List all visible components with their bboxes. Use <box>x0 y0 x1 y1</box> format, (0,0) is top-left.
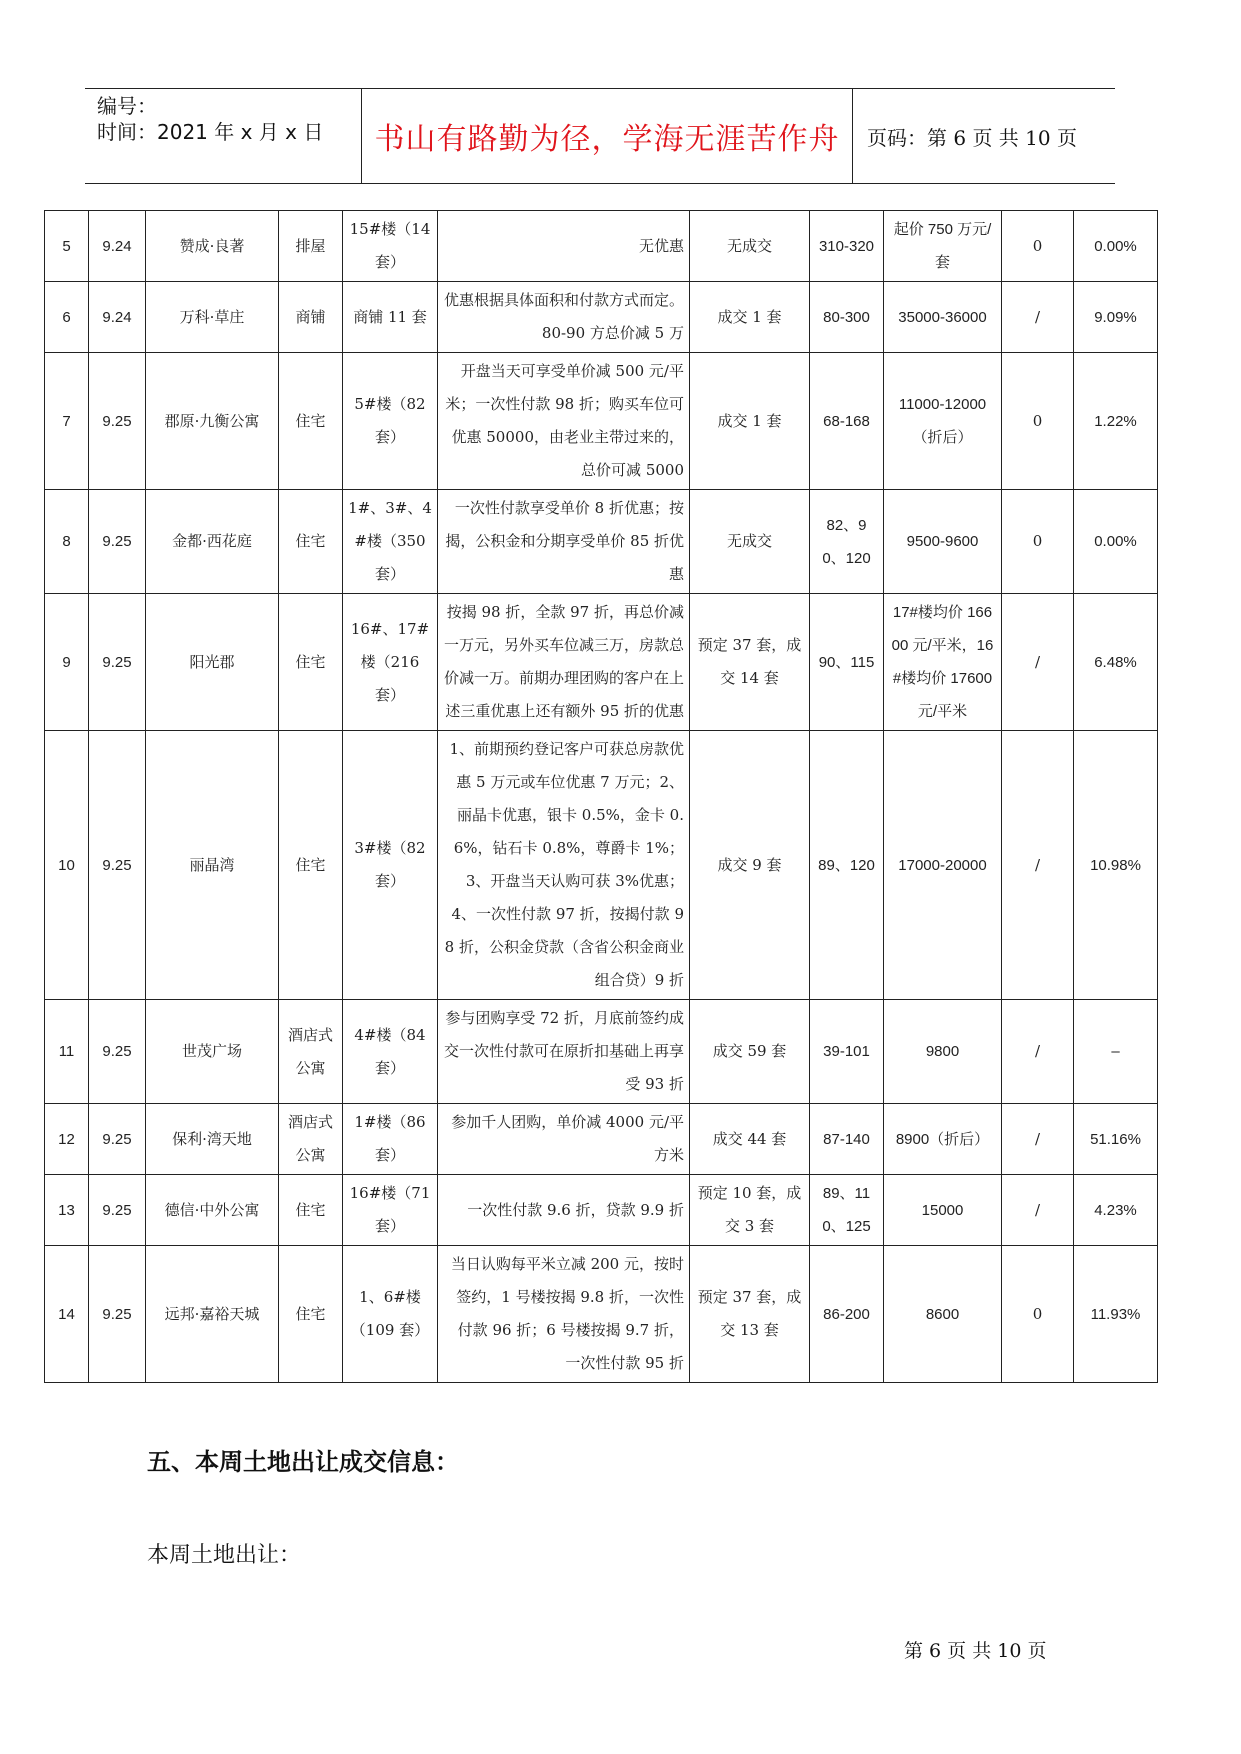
table-row <box>45 282 1158 353</box>
cell-building: 商铺 11 套 <box>343 282 438 353</box>
cell-property-type: 住宅 <box>279 1246 343 1383</box>
cell-area-range: 310-320 <box>810 211 884 282</box>
cell-date: 9.25 <box>89 1000 146 1104</box>
cell-project-name: 金都·西花庭 <box>146 490 279 594</box>
cell-project-name: 赞成·良著 <box>146 211 279 282</box>
table-row <box>45 1104 1158 1175</box>
cell-date: 9.25 <box>89 353 146 490</box>
cell-row-index: 6 <box>45 282 89 353</box>
cell-value-col: 0 <box>1002 490 1074 594</box>
cell-date: 9.24 <box>89 282 146 353</box>
cell-project-name: 万科·草庄 <box>146 282 279 353</box>
cell-value-col: / <box>1002 731 1074 1000</box>
cell-price: 11000-12000（折后） <box>884 353 1002 490</box>
cell-value-col: / <box>1002 282 1074 353</box>
cell-price: 17000-20000 <box>884 731 1002 1000</box>
cell-area-range: 90、115 <box>810 594 884 731</box>
cell-building: 16#楼（71 套） <box>343 1175 438 1246</box>
cell-price: 17#楼均价 16600 元/平米，16#楼均价 17600 元/平米 <box>884 594 1002 731</box>
cell-row-index: 13 <box>45 1175 89 1246</box>
cell-promotion: 参与团购享受 72 折，月底前签约成交一次性付款可在原折扣基础上再享受 93 折 <box>438 1000 690 1104</box>
table-row <box>45 731 1158 1000</box>
cell-value-col: / <box>1002 1175 1074 1246</box>
cell-promotion: 开盘当天可享受单价减 500 元/平米；一次性付款 98 折；购买车位可优惠 50000，由老业主带过来的，总价可减 5000 <box>438 353 690 490</box>
header-motto: 书山有路勤为径，学海无涯苦作舟 <box>361 89 853 183</box>
cell-area-range: 68-168 <box>810 353 884 490</box>
cell-deal-status: 成交 1 套 <box>690 282 810 353</box>
cell-deal-status: 预定 37 套，成交 14 套 <box>690 594 810 731</box>
cell-ratio: 11.93% <box>1074 1246 1158 1383</box>
cell-promotion: 一次性付款 9.6 折，贷款 9.9 折 <box>438 1175 690 1246</box>
cell-ratio: – <box>1074 1000 1158 1104</box>
cell-row-index: 10 <box>45 731 89 1000</box>
cell-project-name: 远邦·嘉裕天城 <box>146 1246 279 1383</box>
cell-row-index: 11 <box>45 1000 89 1104</box>
cell-date: 9.25 <box>89 731 146 1000</box>
cell-promotion: 优惠根据具体面积和付款方式而定。80-90 方总价减 5 万 <box>438 282 690 353</box>
cell-date: 9.25 <box>89 594 146 731</box>
cell-price: 起价 750 万元/套 <box>884 211 1002 282</box>
project-table-body <box>45 211 1158 1383</box>
cell-promotion: 一次性付款享受单价 8 折优惠；按揭，公积金和分期享受单价 85 折优惠 <box>438 490 690 594</box>
cell-value-col: 0 <box>1002 211 1074 282</box>
cell-price: 35000-36000 <box>884 282 1002 353</box>
cell-ratio: 4.23% <box>1074 1175 1158 1246</box>
cell-project-name: 丽晶湾 <box>146 731 279 1000</box>
page-header <box>85 88 1115 184</box>
cell-building: 1#楼（86 套） <box>343 1104 438 1175</box>
document-code-label: 编号： <box>97 94 157 118</box>
cell-property-type: 酒店式公寓 <box>279 1104 343 1175</box>
cell-promotion: 按揭 98 折，全款 97 折，再总价减一万元，另外买车位减三万，房款总价减一万。前期办理团购的客户在上述三重优惠上还有额外 95 折的优惠 <box>438 594 690 731</box>
cell-area-range: 89、110、125 <box>810 1175 884 1246</box>
document-time: 时间：2021 年 x 月 x 日 <box>97 120 324 144</box>
cell-ratio: 0.00% <box>1074 211 1158 282</box>
cell-value-col: 0 <box>1002 1246 1074 1383</box>
table-row <box>45 211 1158 282</box>
cell-property-type: 排屋 <box>279 211 343 282</box>
project-table <box>44 210 1158 1383</box>
cell-building: 4#楼（84 套） <box>343 1000 438 1104</box>
cell-row-index: 8 <box>45 490 89 594</box>
cell-row-index: 5 <box>45 211 89 282</box>
cell-row-index: 7 <box>45 353 89 490</box>
cell-area-range: 86-200 <box>810 1246 884 1383</box>
header-page-info: 页码：第 6 页 共 10 页 <box>867 125 1077 150</box>
cell-price: 15000 <box>884 1175 1002 1246</box>
cell-building: 5#楼（82 套） <box>343 353 438 490</box>
cell-property-type: 住宅 <box>279 490 343 594</box>
cell-area-range: 82、90、120 <box>810 490 884 594</box>
cell-deal-status: 预定 10 套，成交 3 套 <box>690 1175 810 1246</box>
cell-date: 9.24 <box>89 211 146 282</box>
cell-building: 1#、3#、4#楼（350 套） <box>343 490 438 594</box>
cell-ratio: 0.00% <box>1074 490 1158 594</box>
table-row <box>45 594 1158 731</box>
cell-area-range: 39-101 <box>810 1000 884 1104</box>
table-row <box>45 353 1158 490</box>
cell-row-index: 14 <box>45 1246 89 1383</box>
cell-property-type: 酒店式公寓 <box>279 1000 343 1104</box>
cell-price: 8900（折后） <box>884 1104 1002 1175</box>
cell-ratio: 9.09% <box>1074 282 1158 353</box>
cell-price: 9800 <box>884 1000 1002 1104</box>
cell-ratio: 6.48% <box>1074 594 1158 731</box>
cell-project-name: 郡原·九衡公寓 <box>146 353 279 490</box>
cell-property-type: 住宅 <box>279 594 343 731</box>
table-row <box>45 1175 1158 1246</box>
cell-price: 9500-9600 <box>884 490 1002 594</box>
cell-deal-status: 无成交 <box>690 490 810 594</box>
cell-promotion: 无优惠 <box>438 211 690 282</box>
header-left <box>85 89 361 183</box>
cell-date: 9.25 <box>89 1246 146 1383</box>
page-footer: 第 6 页 共 10 页 <box>904 1640 1047 1662</box>
cell-area-range: 87-140 <box>810 1104 884 1175</box>
cell-project-name: 世茂广场 <box>146 1000 279 1104</box>
cell-building: 15#楼（14 套） <box>343 211 438 282</box>
cell-project-name: 保利·湾天地 <box>146 1104 279 1175</box>
cell-value-col: / <box>1002 1104 1074 1175</box>
cell-date: 9.25 <box>89 490 146 594</box>
table-row <box>45 1246 1158 1383</box>
cell-building: 1、6#楼（109 套） <box>343 1246 438 1383</box>
cell-project-name: 德信·中外公寓 <box>146 1175 279 1246</box>
cell-deal-status: 成交 9 套 <box>690 731 810 1000</box>
cell-property-type: 商铺 <box>279 282 343 353</box>
cell-property-type: 住宅 <box>279 731 343 1000</box>
cell-row-index: 9 <box>45 594 89 731</box>
cell-project-name: 阳光郡 <box>146 594 279 731</box>
cell-property-type: 住宅 <box>279 353 343 490</box>
cell-row-index: 12 <box>45 1104 89 1175</box>
cell-deal-status: 成交 59 套 <box>690 1000 810 1104</box>
cell-value-col: / <box>1002 594 1074 731</box>
cell-ratio: 51.16% <box>1074 1104 1158 1175</box>
land-paragraph: 本周土地出让： <box>147 1543 302 1568</box>
cell-ratio: 1.22% <box>1074 353 1158 490</box>
cell-deal-status: 无成交 <box>690 211 810 282</box>
cell-date: 9.25 <box>89 1104 146 1175</box>
cell-area-range: 80-300 <box>810 282 884 353</box>
cell-ratio: 10.98% <box>1074 731 1158 1000</box>
cell-price: 8600 <box>884 1246 1002 1383</box>
cell-value-col: / <box>1002 1000 1074 1104</box>
table-row <box>45 490 1158 594</box>
cell-area-range: 89、120 <box>810 731 884 1000</box>
cell-date: 9.25 <box>89 1175 146 1246</box>
cell-promotion: 参加千人团购，单价减 4000 元/平方米 <box>438 1104 690 1175</box>
cell-building: 16#、17#楼（216 套） <box>343 594 438 731</box>
cell-building: 3#楼（82 套） <box>343 731 438 1000</box>
cell-deal-status: 成交 1 套 <box>690 353 810 490</box>
cell-promotion: 当日认购每平米立减 200 元，按时签约，1 号楼按揭 9.8 折，一次性付款 96 折；6 号楼按揭 9.7 折，一次性付款 95 折 <box>438 1246 690 1383</box>
cell-deal-status: 成交 44 套 <box>690 1104 810 1175</box>
cell-promotion: 1、前期预约登记客户可获总房款优惠 5 万元或车位优惠 7 万元；2、丽晶卡优惠，银卡 0.5%，金卡 0.6%，钻石卡 0.8%，尊爵卡 1%；3、开盘当天认购可获 3%优惠；4、一次性付款 97 折，按揭付款 98 折，公积金贷款（含省公积金商业组合贷）9 折 <box>438 731 690 1000</box>
section-title: 五、本周土地出让成交信息： <box>147 1448 459 1476</box>
cell-deal-status: 预定 37 套，成交 13 套 <box>690 1246 810 1383</box>
cell-value-col: 0 <box>1002 353 1074 490</box>
cell-property-type: 住宅 <box>279 1175 343 1246</box>
table-row <box>45 1000 1158 1104</box>
